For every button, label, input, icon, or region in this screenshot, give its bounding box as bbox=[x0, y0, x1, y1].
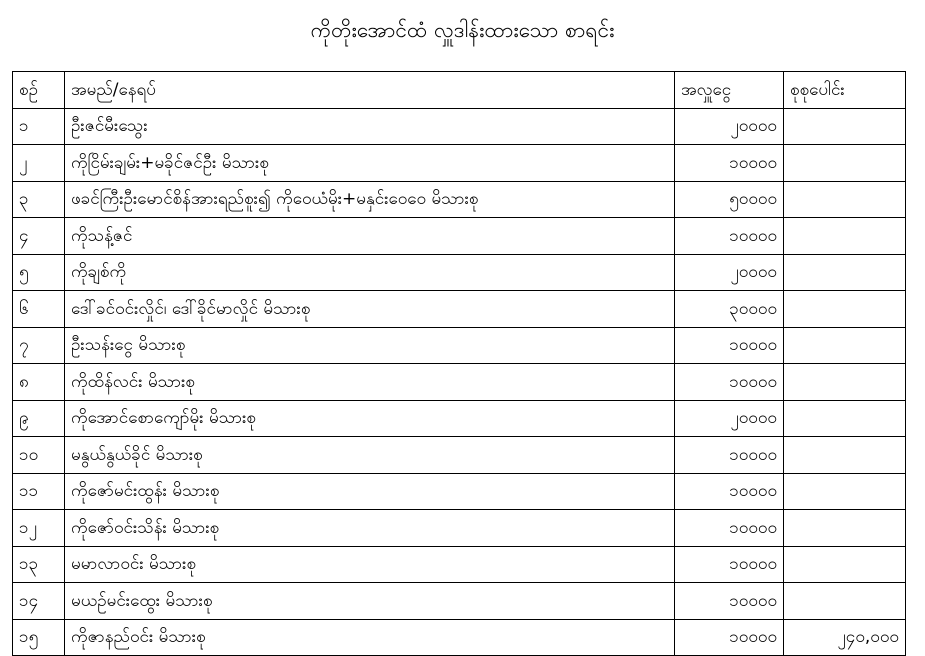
donation-amount: ၁၀၀၀၀ bbox=[675, 218, 784, 255]
donor-name: မနွယ်နွယ်ခိုင် မိသားစု bbox=[65, 437, 675, 474]
donation-amount: ၁၀၀၀၀ bbox=[675, 473, 784, 510]
header-grand-total: စုစုပေါင်း bbox=[784, 72, 906, 109]
row-total bbox=[784, 400, 906, 437]
donor-name: ဦးဇင်မီးသွေး bbox=[65, 108, 675, 145]
donor-name: ဦးသန်းငွေ မိသားစု bbox=[65, 327, 675, 364]
donation-amount: ၁၀၀၀၀ bbox=[675, 437, 784, 474]
row-number: ၁၅ bbox=[13, 619, 65, 656]
donor-name: ကိုထိန်လင်း မိသားစု bbox=[65, 364, 675, 401]
table-row bbox=[13, 583, 906, 620]
donor-name: မယဉ်မင်းထွေး မိသားစု bbox=[65, 583, 675, 620]
table-row bbox=[13, 510, 906, 547]
grand-total-value: ၂၄၀,၀၀၀ bbox=[784, 619, 906, 656]
donor-name: ကိုချစ်ကို bbox=[65, 254, 675, 291]
row-number: ၁ bbox=[13, 108, 65, 145]
header-donation-amount: အလှူငွေ bbox=[675, 72, 784, 109]
row-number: ၇ bbox=[13, 327, 65, 364]
donation-amount: ၁၀၀၀၀ bbox=[675, 145, 784, 182]
page-title: ကိုတိုးအောင်ထံ လှူဒါန်းထားသော စာရင်း bbox=[310, 18, 615, 42]
donor-name: ကိုအောင်စောကျော်မိုး မိသားစု bbox=[65, 400, 675, 437]
row-number: ၁၂ bbox=[13, 510, 65, 547]
row-total bbox=[784, 473, 906, 510]
donation-amount: ၁၀၀၀၀ bbox=[675, 364, 784, 401]
donation-table bbox=[12, 71, 906, 656]
donor-name: မမာလာဝင်း မိသားစု bbox=[65, 546, 675, 583]
row-total bbox=[784, 108, 906, 145]
donor-name: ဖခင်ကြီးဦးမောင်စိန်အားရည်စူး၍ ကိုဝေယံမိုး+မနှင်းဝေဝေ မိသားစု bbox=[65, 181, 675, 218]
row-number: ၃ bbox=[13, 181, 65, 218]
donation-amount: ၁၀၀၀၀ bbox=[675, 619, 784, 656]
row-total bbox=[784, 327, 906, 364]
row-number: ၅ bbox=[13, 254, 65, 291]
row-number: ၁၀ bbox=[13, 437, 65, 474]
table-row bbox=[13, 108, 906, 145]
row-total bbox=[784, 218, 906, 255]
donation-amount: ၃၀၀၀၀ bbox=[675, 291, 784, 328]
header-number: စဉ် bbox=[13, 72, 65, 109]
donation-amount: ၂၀၀၀၀ bbox=[675, 400, 784, 437]
row-number: ၁၄ bbox=[13, 583, 65, 620]
header-name-address: အမည်/နေရပ် bbox=[65, 72, 675, 109]
donor-name: ကိုဇော်ဝင်းသိန်း မိသားစု bbox=[65, 510, 675, 547]
donor-name: ကိုဇော်မင်းထွန်း မိသားစု bbox=[65, 473, 675, 510]
table-row bbox=[13, 619, 906, 656]
donor-name: ကိုဇာနည်ဝင်း မိသားစု bbox=[65, 619, 675, 656]
donation-amount: ၁၀၀၀၀ bbox=[675, 327, 784, 364]
row-total bbox=[784, 437, 906, 474]
row-number: ၁၁ bbox=[13, 473, 65, 510]
table-row bbox=[13, 254, 906, 291]
row-number: ၂ bbox=[13, 145, 65, 182]
donation-amount: ၂၀၀၀၀ bbox=[675, 254, 784, 291]
table-row bbox=[13, 364, 906, 401]
donor-name: ကိုငြိမ်းချမ်း+မခိုင်ဇင်ဦး မိသားစု bbox=[65, 145, 675, 182]
table-row bbox=[13, 546, 906, 583]
donation-amount: ၁၀၀၀၀ bbox=[675, 510, 784, 547]
table-row bbox=[13, 145, 906, 182]
row-total bbox=[784, 181, 906, 218]
donation-amount: ၅၀၀၀၀ bbox=[675, 181, 784, 218]
row-total bbox=[784, 254, 906, 291]
table-header-row bbox=[13, 72, 906, 109]
table-row bbox=[13, 473, 906, 510]
row-total bbox=[784, 546, 906, 583]
row-number: ၉ bbox=[13, 400, 65, 437]
row-number: ၄ bbox=[13, 218, 65, 255]
table-row bbox=[13, 437, 906, 474]
row-total bbox=[784, 364, 906, 401]
row-number: ၆ bbox=[13, 291, 65, 328]
row-total bbox=[784, 145, 906, 182]
table-row bbox=[13, 291, 906, 328]
table-row bbox=[13, 181, 906, 218]
row-number: ၁၃ bbox=[13, 546, 65, 583]
table-row bbox=[13, 327, 906, 364]
donor-name: ဒေါ်ခင်ဝင်းလှိုင်၊ ဒေါ်ခိုင်မာလှိုင် မိသားစု bbox=[65, 291, 675, 328]
row-total bbox=[784, 510, 906, 547]
table-row bbox=[13, 218, 906, 255]
donation-amount: ၁၀၀၀၀ bbox=[675, 546, 784, 583]
donation-amount: ၂၀၀၀၀ bbox=[675, 108, 784, 145]
row-total bbox=[784, 583, 906, 620]
donation-amount: ၁၀၀၀၀ bbox=[675, 583, 784, 620]
row-number: ၈ bbox=[13, 364, 65, 401]
donor-name: ကိုသန့်ဇင် bbox=[65, 218, 675, 255]
table-row bbox=[13, 400, 906, 437]
row-total bbox=[784, 291, 906, 328]
